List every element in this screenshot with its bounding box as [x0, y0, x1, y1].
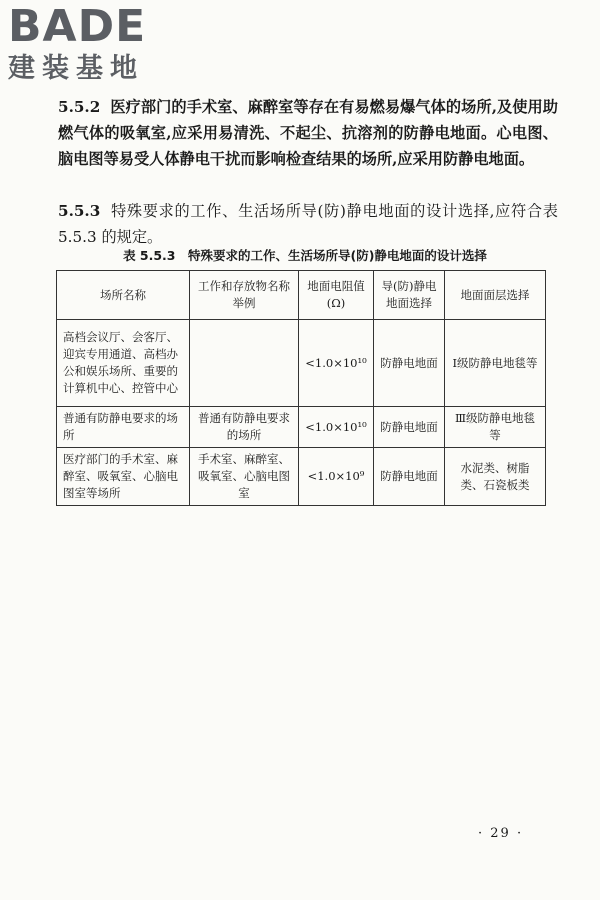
logo: [8, 1, 178, 86]
table-cell: [190, 320, 299, 407]
header-cell: 地面面层选择: [445, 271, 546, 320]
table-cell: 防静电地面: [374, 448, 445, 506]
table-cell: 普通有防静电要求的场所: [190, 407, 299, 448]
header-cell: 场所名称: [57, 271, 190, 320]
table-header-row: [57, 271, 546, 320]
clause-5-5-3: [58, 198, 558, 250]
table-cell: 手术室、麻醉室、吸氧室、心脑电图室: [190, 448, 299, 506]
logo-subtitle: 建装基地: [8, 53, 144, 84]
clause-5-5-2: [58, 94, 558, 172]
table-row: [57, 448, 546, 506]
clause-text: 特殊要求的工作、生活场所导(防)静电地面的设计选择,应符合表 5.5.3 的规定。: [58, 202, 558, 246]
table-cell: <1.0×10⁹: [299, 448, 374, 506]
design-selection-table: [56, 270, 546, 506]
table-cell: Ⅰ级防静电地毯等: [445, 320, 546, 407]
header-cell: 地面电阻值(Ω): [299, 271, 374, 320]
table-row: [57, 407, 546, 448]
table-cell: 普通有防静电要求的场所: [57, 407, 190, 448]
logo-wordmark: BADE: [8, 1, 147, 52]
header-cell: 导(防)静电地面选择: [374, 271, 445, 320]
table-caption: 表 5.5.3 特殊要求的工作、生活场所导(防)静电地面的设计选择: [123, 248, 487, 263]
table-cell: 防静电地面: [374, 320, 445, 407]
table-cell: <1.0×10¹⁰: [299, 407, 374, 448]
table-cell: 水泥类、树脂类、石瓷板类: [445, 448, 546, 506]
clause-number: 5.5.3: [58, 202, 101, 220]
table-cell: 高档会议厅、会客厅、迎宾专用通道、高档办公和娱乐场所、重要的计算机中心、控管中心: [57, 320, 190, 407]
table-cell: <1.0×10¹⁰: [299, 320, 374, 407]
table-cell: 医疗部门的手术室、麻醉室、吸氧室、心脑电图室等场所: [57, 448, 190, 506]
header-cell: 工作和存放物名称举例: [190, 271, 299, 320]
clause-text: 医疗部门的手术室、麻醉室等存在有易燃易爆气体的场所,及使用助燃气体的吸氧室,应采用易清洗、不起尘、抗溶剂的防静电地面。心电图、脑电图等易受人体静电干扰而影响检查结果的场所,应采用防静电地面。: [58, 98, 558, 168]
table-cell: 防静电地面: [374, 407, 445, 448]
page-number: · 29 ·: [478, 826, 524, 841]
table-cell: Ⅲ级防静电地毯等: [445, 407, 546, 448]
clause-number: 5.5.2: [58, 98, 101, 116]
table-row: [57, 320, 546, 407]
